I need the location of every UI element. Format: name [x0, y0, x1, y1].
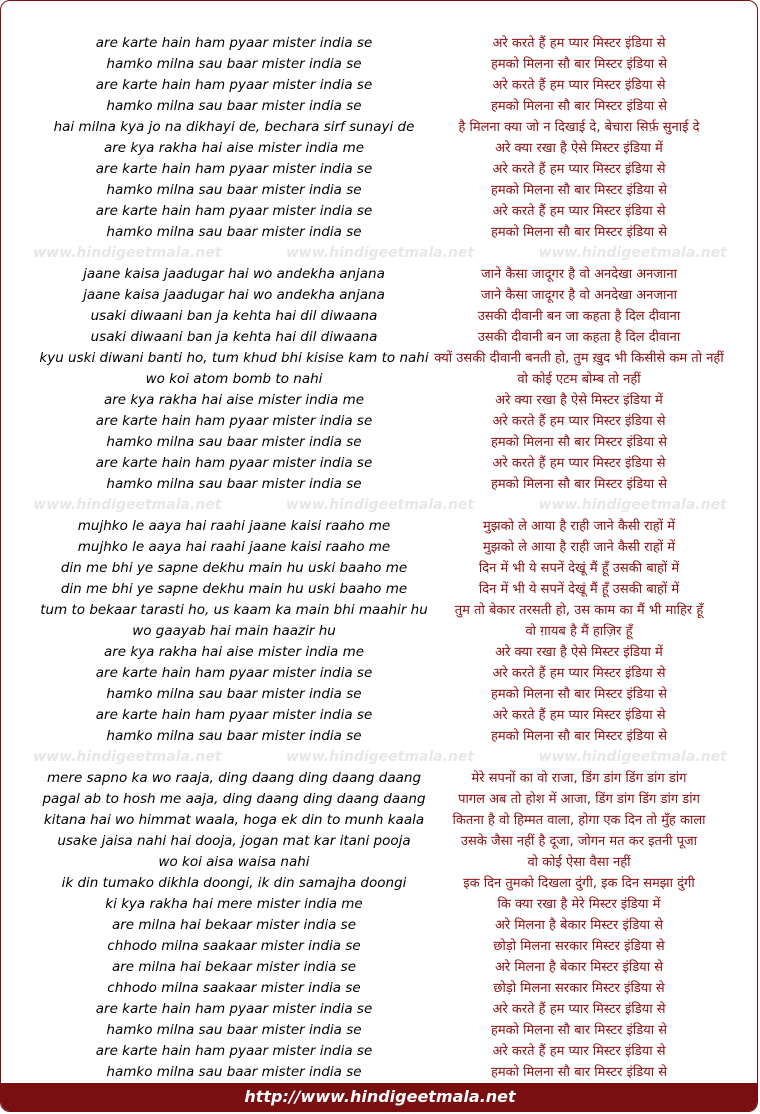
lyric-devanagari: [399, 285, 758, 306]
lyric-devanagari-text: अरे करते हैं हम प्यार मिस्टर इंडिया से: [492, 1044, 666, 1059]
lyric-line: [1, 306, 758, 327]
watermark-text: www.hindigeetmala.net: [33, 245, 222, 261]
lyric-line: [1, 411, 758, 432]
lyric-devanagari: [399, 390, 758, 411]
lyric-devanagari: [399, 810, 758, 831]
watermark-text: www.hindigeetmala.net: [285, 497, 475, 513]
lyric-devanagari: [399, 138, 758, 159]
lyric-roman-text: usaki diwaani ban ja kehta hai dil diwaana: [90, 308, 378, 324]
lyric-devanagari: [399, 453, 758, 474]
lyric-devanagari: [399, 75, 758, 96]
lyric-devanagari: [399, 600, 758, 621]
lyric-devanagari-text: जाने कैसा जादूगर है वो अनदेखा अनजाना: [480, 288, 677, 303]
lyric-roman-text: hamko milna sau baar mister india se: [106, 728, 362, 744]
lyric-roman: [1, 369, 467, 390]
lyric-devanagari-text: हमको मिलना सौ बार मिस्टर इंडिया से: [490, 435, 668, 450]
watermark-text: www.hindigeetmala.net: [33, 749, 222, 765]
lyric-line: [1, 159, 758, 180]
lyric-roman: [1, 180, 467, 201]
lyric-devanagari: [399, 348, 758, 369]
lyric-devanagari-text: कितना है वो हिम्मत वाला, होगा एक दिन तो मुँह काला: [452, 813, 706, 828]
lyric-devanagari: [399, 1041, 758, 1062]
lyric-roman-text: are kya rakha hai aise mister india me: [103, 392, 365, 408]
lyric-devanagari-text: वो कोई ऐसा वैसा नहीं: [527, 855, 631, 870]
lyric-roman: [1, 978, 467, 999]
lyric-roman-text: din me bhi ye sapne dekhu main hu uski baaho me: [60, 581, 408, 597]
lyric-line: [1, 999, 758, 1020]
watermark-text: www.hindigeetmala.net: [538, 245, 727, 261]
lyric-devanagari: [399, 936, 758, 957]
lyric-roman: [1, 642, 467, 663]
watermark-text: www.hindigeetmala.net: [538, 497, 727, 513]
lyric-devanagari-text: है मिलना क्या जो न दिखाई दे, बेचारा सिर्फ़ सुनाई दे: [458, 120, 700, 135]
lyric-roman: [1, 138, 467, 159]
lyric-devanagari-text: हमको मिलना सौ बार मिस्टर इंडिया से: [490, 477, 668, 492]
lyric-devanagari-text: कि क्या रखा है मेरे मिस्टर इंडिया में: [497, 897, 661, 912]
watermark-row: [1, 495, 758, 515]
lyric-line: [1, 915, 758, 936]
lyric-roman: [1, 873, 467, 894]
lyric-devanagari-text: छोड़ो मिलना सरकार मिस्टर इंडिया से: [493, 981, 665, 996]
lyric-devanagari-text: मेरे सपनों का वो राजा, डिंग डांग डिंग डांग डांग: [471, 771, 687, 786]
lyric-roman: [1, 453, 467, 474]
lyric-line: [1, 852, 758, 873]
lyric-devanagari-text: हमको मिलना सौ बार मिस्टर इंडिया से: [490, 99, 668, 114]
lyric-devanagari-text: दिन में भी ये सपनें देखूं मैं हूँ उसकी बाहों में: [478, 582, 680, 597]
lyric-devanagari-text: इक दिन तुमको दिखला दुंगी, इक दिन समझा दुंगी: [463, 876, 695, 891]
watermark-text: www.hindigeetmala.net: [285, 749, 475, 765]
lyric-line: [1, 264, 758, 285]
lyric-roman-text: kitana hai wo himmat waala, hoga ek din to munh kaala: [43, 812, 425, 828]
lyric-roman: [1, 390, 467, 411]
lyric-line: [1, 579, 758, 600]
lyric-devanagari: [399, 642, 758, 663]
lyric-roman: [1, 684, 467, 705]
lyric-roman-text: usaki diwaani ban ja kehta hai dil diwaana: [90, 329, 378, 345]
lyric-devanagari-text: मुझको ले आया है राही जाने कैसी राहों में: [483, 540, 675, 555]
lyric-devanagari: [399, 411, 758, 432]
lyric-line: [1, 558, 758, 579]
lyric-roman-text: hamko milna sau baar mister india se: [106, 1022, 362, 1038]
lyric-line: [1, 390, 758, 411]
lyric-devanagari-text: अरे करते हैं हम प्यार मिस्टर इंडिया से: [492, 456, 666, 471]
lyric-devanagari: [399, 369, 758, 390]
lyric-line: [1, 894, 758, 915]
lyric-devanagari-text: अरे मिलना है बेकार मिस्टर इंडिया से: [494, 918, 664, 933]
lyric-roman: [1, 327, 467, 348]
lyric-devanagari: [399, 516, 758, 537]
lyric-roman: [1, 726, 467, 747]
lyric-devanagari-text: अरे क्या रखा है ऐसे मिस्टर इंडिया में: [495, 645, 663, 660]
lyric-line: [1, 789, 758, 810]
lyric-line: [1, 642, 758, 663]
lyric-roman: [1, 579, 467, 600]
lyric-roman-text: are karte hain ham pyaar mister india se: [95, 455, 373, 471]
lyric-devanagari: [399, 222, 758, 243]
lyric-roman: [1, 894, 467, 915]
lyric-devanagari-text: मुझको ले आया है राही जाने कैसी राहों में: [483, 519, 675, 534]
lyric-line: [1, 348, 758, 369]
lyric-devanagari: [399, 201, 758, 222]
lyric-line: [1, 537, 758, 558]
lyric-devanagari-text: उसके जैसा नहीं है दूजा, जोगन मत कर इतनी पूजा: [460, 834, 698, 849]
watermark-row: [1, 747, 758, 767]
lyric-devanagari: [399, 852, 758, 873]
lyric-devanagari-text: हमको मिलना सौ बार मिस्टर इंडिया से: [490, 1023, 668, 1038]
lyric-devanagari: [399, 726, 758, 747]
lyric-roman: [1, 957, 467, 978]
lyric-line: [1, 1062, 758, 1083]
lyric-roman: [1, 159, 467, 180]
lyric-roman: [1, 201, 467, 222]
lyric-line: [1, 453, 758, 474]
lyric-roman: [1, 768, 467, 789]
lyric-line: [1, 327, 758, 348]
lyric-line: [1, 96, 758, 117]
lyric-roman: [1, 264, 467, 285]
lyric-line: [1, 936, 758, 957]
lyric-roman: [1, 1041, 467, 1062]
lyric-line: [1, 138, 758, 159]
lyric-devanagari: [399, 474, 758, 495]
lyric-devanagari-text: हमको मिलना सौ बार मिस्टर इंडिया से: [490, 687, 668, 702]
lyric-roman-text: are karte hain ham pyaar mister india se: [95, 665, 373, 681]
lyric-roman: [1, 1020, 467, 1041]
lyric-devanagari-text: वो कोई एटम बोम्ब तो नहीं: [517, 372, 641, 387]
lyric-devanagari-text: उसकी दीवानी बन जा कहता है दिल दीवाना: [477, 309, 681, 324]
lyric-roman-text: din me bhi ye sapne dekhu main hu uski baaho me: [60, 560, 408, 576]
lyric-devanagari-text: अरे करते हैं हम प्यार मिस्टर इंडिया से: [492, 666, 666, 681]
lyric-devanagari: [399, 621, 758, 642]
lyric-devanagari-text: अरे क्या रखा है ऐसे मिस्टर इंडिया में: [495, 393, 663, 408]
lyric-roman-text: are karte hain ham pyaar mister india se: [95, 161, 373, 177]
lyric-roman-text: tum to bekaar tarasti ho, us kaam ka main bhi maahir hu: [40, 602, 428, 618]
lyric-roman-text: hamko milna sau baar mister india se: [106, 434, 362, 450]
lyric-roman-text: wo koi aisa waisa nahi: [158, 854, 310, 870]
lyric-devanagari-text: अरे मिलना है बेकार मिस्टर इंडिया से: [494, 960, 664, 975]
lyric-devanagari: [399, 789, 758, 810]
lyric-roman-text: hamko milna sau baar mister india se: [106, 98, 362, 114]
lyric-roman-text: are karte hain ham pyaar mister india se: [95, 1001, 373, 1017]
lyric-roman-text: are karte hain ham pyaar mister india se: [95, 77, 373, 93]
lyric-devanagari: [399, 1020, 758, 1041]
lyric-roman-text: mujhko le aaya hai raahi jaane kaisi raaho me: [77, 518, 391, 534]
lyric-devanagari-text: हमको मिलना सौ बार मिस्टर इंडिया से: [490, 183, 668, 198]
lyric-line: [1, 705, 758, 726]
lyric-roman: [1, 285, 467, 306]
lyric-devanagari: [399, 432, 758, 453]
lyric-devanagari-text: दिन में भी ये सपनें देखूं मैं हूँ उसकी बाहों में: [478, 561, 680, 576]
lyric-line: [1, 516, 758, 537]
lyric-devanagari: [399, 54, 758, 75]
lyric-roman: [1, 558, 467, 579]
lyric-line: [1, 726, 758, 747]
lyric-line: [1, 222, 758, 243]
lyric-devanagari: [399, 558, 758, 579]
lyric-devanagari: [399, 768, 758, 789]
footer-url[interactable]: http://www.hindigeetmala.net: [1, 1083, 758, 1111]
lyric-devanagari: [399, 873, 758, 894]
lyric-devanagari: [399, 159, 758, 180]
lyric-devanagari: [399, 117, 758, 138]
lyric-roman-text: ik din tumako dikhla doongi, ik din samajha doongi: [61, 875, 407, 891]
lyric-devanagari: [399, 327, 758, 348]
lyric-devanagari-text: तुम तो बेकार तरसती हो, उस काम का मैं भी माहिर हूँ: [454, 603, 704, 618]
lyric-devanagari-text: छोड़ो मिलना सरकार मिस्टर इंडिया से: [493, 939, 665, 954]
lyric-devanagari: [399, 306, 758, 327]
lyric-roman-text: are kya rakha hai aise mister india me: [103, 644, 365, 660]
lyric-roman: [1, 621, 467, 642]
lyric-devanagari-text: हमको मिलना सौ बार मिस्टर इंडिया से: [490, 225, 668, 240]
lyric-roman-text: pagal ab to hosh me aaja, ding daang ding daang daang: [42, 791, 426, 807]
lyric-roman-text: chhodo milna saakaar mister india se: [107, 938, 361, 954]
lyric-roman-text: are karte hain ham pyaar mister india se: [95, 1043, 373, 1059]
lyric-roman: [1, 999, 467, 1020]
lyric-line: [1, 180, 758, 201]
lyric-roman: [1, 789, 467, 810]
lyric-line: [1, 957, 758, 978]
lyric-devanagari-text: अरे करते हैं हम प्यार मिस्टर इंडिया से: [492, 1002, 666, 1017]
lyric-roman-text: are karte hain ham pyaar mister india se: [95, 203, 373, 219]
lyric-roman: [1, 516, 467, 537]
lyric-roman-text: usake jaisa nahi hai dooja, jogan mat kar itani pooja: [57, 833, 411, 849]
lyric-devanagari: [399, 579, 758, 600]
lyric-roman-text: hamko milna sau baar mister india se: [106, 182, 362, 198]
lyric-line: [1, 75, 758, 96]
lyric-line: [1, 831, 758, 852]
lyric-roman-text: hamko milna sau baar mister india se: [106, 224, 362, 240]
lyric-roman: [1, 96, 467, 117]
lyric-roman: [1, 705, 467, 726]
lyric-devanagari-text: अरे क्या रखा है ऐसे मिस्टर इंडिया में: [495, 141, 663, 156]
lyric-line: [1, 873, 758, 894]
lyric-line: [1, 768, 758, 789]
lyric-roman: [1, 600, 467, 621]
lyric-roman: [1, 348, 467, 369]
lyric-roman-text: jaane kaisa jaadugar hai wo andekha anjana: [83, 287, 385, 303]
lyric-devanagari: [399, 831, 758, 852]
lyric-line: [1, 285, 758, 306]
lyric-roman-text: jaane kaisa jaadugar hai wo andekha anjana: [83, 266, 385, 282]
lyric-roman: [1, 54, 467, 75]
lyric-roman-text: hamko milna sau baar mister india se: [106, 686, 362, 702]
lyric-roman-text: are milna hai bekaar mister india se: [111, 917, 357, 933]
lyric-devanagari: [399, 705, 758, 726]
lyric-devanagari-text: उसकी दीवानी बन जा कहता है दिल दीवाना: [477, 330, 681, 345]
watermark-text: www.hindigeetmala.net: [285, 245, 475, 261]
lyric-line: [1, 33, 758, 54]
lyric-devanagari: [399, 1062, 758, 1083]
lyric-roman: [1, 663, 467, 684]
lyric-line: [1, 54, 758, 75]
lyric-roman-text: are kya rakha hai aise mister india me: [103, 140, 365, 156]
lyric-devanagari: [399, 96, 758, 117]
lyric-roman: [1, 33, 467, 54]
lyric-devanagari: [399, 537, 758, 558]
lyric-devanagari: [399, 33, 758, 54]
lyric-roman-text: are karte hain ham pyaar mister india se: [95, 413, 373, 429]
watermark-text: www.hindigeetmala.net: [33, 497, 222, 513]
lyric-devanagari-text: जाने कैसा जादूगर है वो अनदेखा अनजाना: [480, 267, 677, 282]
lyric-devanagari: [399, 915, 758, 936]
lyric-roman-text: mere sapno ka wo raaja, ding daang ding daang daang: [46, 770, 422, 786]
lyric-devanagari-text: अरे करते हैं हम प्यार मिस्टर इंडिया से: [492, 204, 666, 219]
lyric-roman-text: are milna hai bekaar mister india se: [111, 959, 357, 975]
lyric-roman-text: ki kya rakha hai mere mister india me: [105, 896, 363, 912]
lyric-roman-text: hamko milna sau baar mister india se: [106, 1064, 362, 1080]
lyric-roman-text: hamko milna sau baar mister india se: [106, 476, 362, 492]
lyric-roman: [1, 810, 467, 831]
lyric-devanagari-text: अरे करते हैं हम प्यार मिस्टर इंडिया से: [492, 36, 666, 51]
lyric-devanagari-text: हमको मिलना सौ बार मिस्टर इंडिया से: [490, 729, 668, 744]
lyric-roman: [1, 222, 467, 243]
lyric-line: [1, 1041, 758, 1062]
lyric-roman-text: hamko milna sau baar mister india se: [106, 56, 362, 72]
lyrics-body: [1, 33, 758, 1083]
lyric-roman: [1, 432, 467, 453]
lyric-devanagari-text: पागल अब तो होश में आजा, डिंग डांग डिंग डांग डांग: [458, 792, 700, 807]
lyric-devanagari-text: क्यों उसकी दीवानी बनती हो, तुम ख़ुद भी किसीसे कम तो नहीं: [434, 351, 724, 366]
lyric-devanagari: [399, 957, 758, 978]
lyric-line: [1, 978, 758, 999]
lyric-roman-text: are karte hain ham pyaar mister india se: [95, 707, 373, 723]
lyric-line: [1, 684, 758, 705]
lyric-devanagari-text: अरे करते हैं हम प्यार मिस्टर इंडिया से: [492, 162, 666, 177]
lyric-roman-text: chhodo milna saakaar mister india se: [107, 980, 361, 996]
lyric-roman: [1, 915, 467, 936]
lyric-roman: [1, 537, 467, 558]
lyric-roman: [1, 1062, 467, 1083]
lyric-roman: [1, 306, 467, 327]
lyric-line: [1, 600, 758, 621]
lyric-roman: [1, 117, 467, 138]
lyric-roman: [1, 75, 467, 96]
lyric-devanagari: [399, 999, 758, 1020]
lyric-line: [1, 432, 758, 453]
lyric-line: [1, 810, 758, 831]
lyric-line: [1, 1020, 758, 1041]
lyric-devanagari-text: अरे करते हैं हम प्यार मिस्टर इंडिया से: [492, 708, 666, 723]
lyric-line: [1, 474, 758, 495]
lyric-devanagari-text: वो ग़ायब है मैं हाज़िर हूँ: [525, 624, 633, 639]
lyric-roman-text: wo koi atom bomb to nahi: [145, 371, 323, 387]
watermark-row: [1, 243, 758, 263]
lyric-devanagari: [399, 684, 758, 705]
lyric-roman: [1, 831, 467, 852]
lyric-roman-text: are karte hain ham pyaar mister india se: [95, 35, 373, 51]
lyric-line: [1, 201, 758, 222]
lyric-devanagari-text: अरे करते हैं हम प्यार मिस्टर इंडिया से: [492, 78, 666, 93]
lyric-roman-text: hai milna kya jo na dikhayi de, bechara sirf sunayi de: [53, 119, 415, 135]
lyric-devanagari: [399, 180, 758, 201]
lyric-devanagari: [399, 264, 758, 285]
lyric-roman: [1, 474, 467, 495]
lyric-roman: [1, 936, 467, 957]
lyric-line: [1, 663, 758, 684]
lyric-roman: [1, 852, 467, 873]
watermark-text: www.hindigeetmala.net: [538, 749, 727, 765]
lyric-roman-text: kyu uski diwani banti ho, tum khud bhi kisise kam to nahi: [39, 350, 429, 366]
lyric-devanagari-text: हमको मिलना सौ बार मिस्टर इंडिया से: [490, 1065, 668, 1080]
lyric-devanagari: [399, 663, 758, 684]
lyric-roman-text: mujhko le aaya hai raahi jaane kaisi raaho me: [77, 539, 391, 555]
lyric-roman-text: wo gaayab hai main haazir hu: [132, 623, 336, 639]
lyric-devanagari: [399, 978, 758, 999]
lyric-devanagari-text: हमको मिलना सौ बार मिस्टर इंडिया से: [490, 57, 668, 72]
lyric-devanagari: [399, 894, 758, 915]
lyric-roman: [1, 411, 467, 432]
lyric-line: [1, 621, 758, 642]
lyric-devanagari-text: अरे करते हैं हम प्यार मिस्टर इंडिया से: [492, 414, 666, 429]
lyric-line: [1, 117, 758, 138]
lyric-line: [1, 369, 758, 390]
